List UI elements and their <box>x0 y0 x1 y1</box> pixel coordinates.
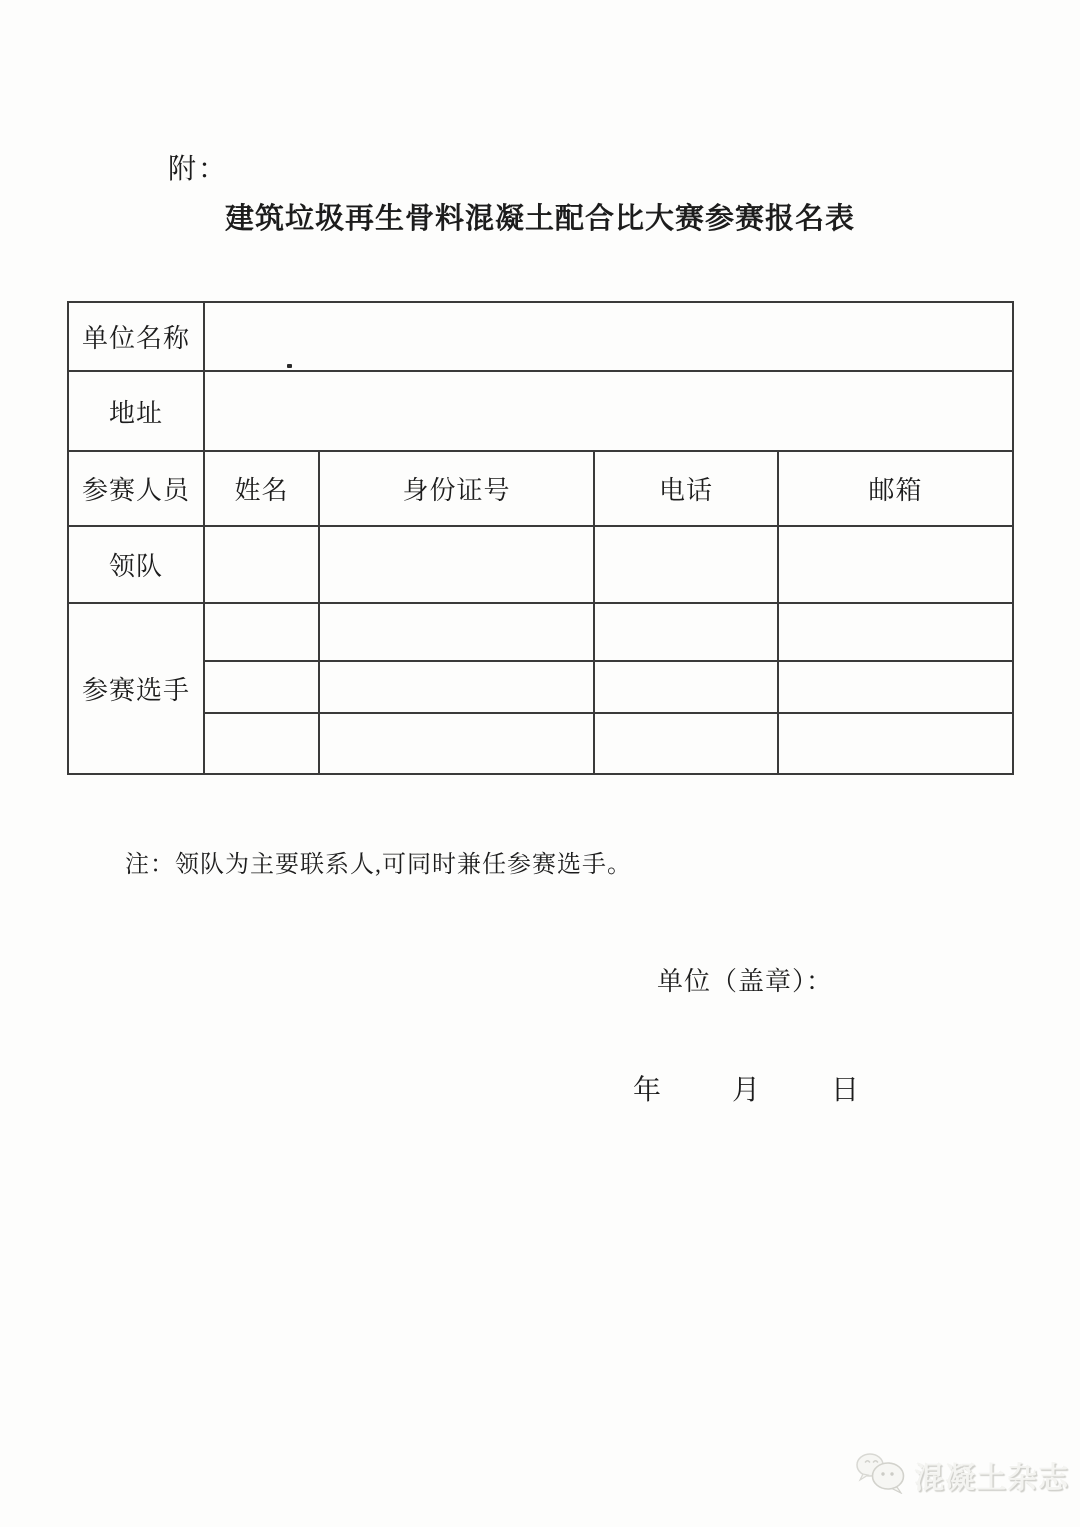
unit-name-label-cell: 单位名称 <box>68 302 204 371</box>
contestant1-phone-cell <box>594 603 778 661</box>
unit-seal-label: 单位（盖章）： <box>657 967 834 996</box>
leader-phone-cell <box>594 526 778 603</box>
table-row-headers <box>68 451 1013 526</box>
contestant1-email-cell <box>778 603 1013 661</box>
page-title: 建筑垃圾再生骨料混凝土配合比大赛参赛报名表 <box>224 203 855 235</box>
unit-name-value-cell <box>204 302 1013 371</box>
date-line <box>633 1068 859 1108</box>
table-row-address <box>68 371 1013 451</box>
leader-label-cell: 领队 <box>68 526 204 603</box>
leader-email-cell <box>778 526 1013 603</box>
table-row-contestant-1 <box>68 603 1013 661</box>
email-header-cell: 邮箱 <box>778 451 1013 526</box>
month-label: 月 <box>731 1075 760 1106</box>
contestant2-phone-cell <box>594 661 778 713</box>
contestant1-name-cell <box>204 603 319 661</box>
contestant2-id-cell <box>319 661 594 713</box>
table-row-contestant-2 <box>68 661 1013 713</box>
magazine-watermark-text: 混凝土杂志 <box>914 1461 1069 1495</box>
note-text: 注：领队为主要联系人,可同时兼任参赛选手。 <box>125 852 632 878</box>
contestants-label-cell: 参赛选手 <box>68 603 204 774</box>
participants-header-cell: 参赛人员 <box>68 451 204 526</box>
registration-table <box>67 301 1014 775</box>
leader-name-cell <box>204 526 319 603</box>
name-header-cell: 姓名 <box>204 451 319 526</box>
contestant2-name-cell <box>204 661 319 713</box>
table-row-leader <box>68 526 1013 603</box>
contestant3-name-cell <box>204 713 319 774</box>
magazine-watermark <box>855 1450 1069 1499</box>
year-label: 年 <box>633 1075 662 1106</box>
contestant3-phone-cell <box>594 713 778 774</box>
contestant2-email-cell <box>778 661 1013 713</box>
address-value-cell <box>204 371 1013 451</box>
address-label-cell: 地址 <box>68 371 204 451</box>
phone-header-cell: 电话 <box>594 451 778 526</box>
scan-speck <box>287 364 292 368</box>
contestant3-email-cell <box>778 713 1013 774</box>
leader-id-cell <box>319 526 594 603</box>
wechat-chat-bubbles-icon <box>855 1450 907 1499</box>
id-number-header-cell: 身份证号 <box>319 451 594 526</box>
table-row-unit-name <box>68 302 1013 371</box>
table-row-contestant-3 <box>68 713 1013 774</box>
day-label: 日 <box>830 1075 859 1106</box>
attachment-label: 附： <box>168 154 229 185</box>
contestant3-id-cell <box>319 713 594 774</box>
contestant1-id-cell <box>319 603 594 661</box>
